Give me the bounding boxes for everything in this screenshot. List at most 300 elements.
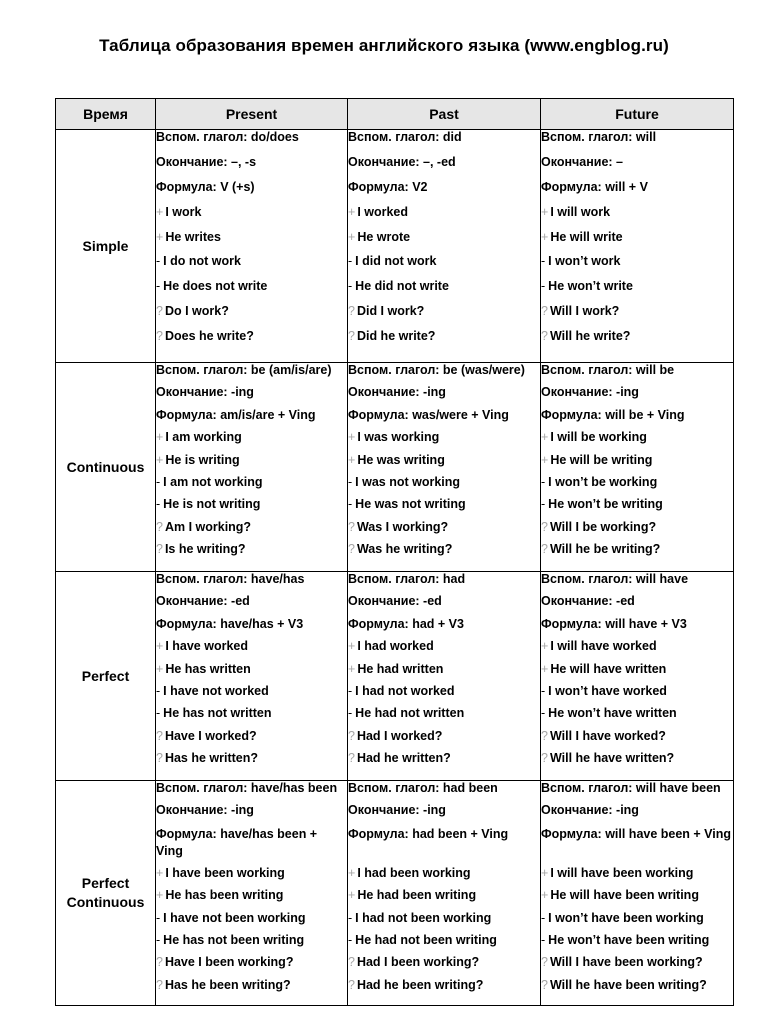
affirmative-text: I will be working [550,430,647,445]
auxiliary-verb-value: had been [442,781,498,795]
formula-line [541,617,733,639]
header-future: Future [541,99,734,130]
interrogative-marker: ? [348,955,355,970]
interrogative-text: Have I been working? [164,955,294,970]
interrogative-marker: ? [541,519,548,534]
affirmative-text: He will write [550,229,623,244]
interrogative-example [348,520,540,542]
ending-value: -ing [616,803,639,818]
auxiliary-verb-line [541,572,733,594]
negative-example [156,684,347,706]
affirmative-text: I am working [165,430,242,445]
negative-example [156,475,347,497]
ending-line [348,155,540,180]
cell-present [156,130,348,363]
cell-present [156,572,348,781]
affirmative-marker: + [156,229,164,244]
interrogative-example [156,955,347,977]
negative-marker: - [156,254,161,269]
ending-label: Окончание: [156,803,232,818]
affirmative-text: I had been working [357,865,471,880]
affirmative-example [541,639,733,661]
ending-label: Окончание: [348,594,424,609]
negative-text: He was not writing [355,497,466,512]
tense-name [56,781,156,1006]
ending-value: -ed [423,594,442,609]
interrogative-example [541,751,733,773]
cell-past [348,130,541,363]
formula-value: will + V [605,179,648,194]
negative-example [348,911,540,933]
interrogative-text: Is he writing? [164,542,246,557]
cell-past [348,781,541,1006]
negative-marker: - [348,497,353,512]
formula-line [156,826,347,866]
affirmative-marker: + [541,661,549,676]
negative-example [156,706,347,728]
interrogative-text: Will he be writing? [549,542,661,557]
interrogative-example [348,304,540,329]
negative-example [348,475,540,497]
negative-example [156,497,347,519]
affirmative-text: I will have worked [550,639,657,654]
auxiliary-verb-line [541,781,733,803]
cell-future [541,130,734,363]
interrogative-example [541,955,733,977]
negative-example [156,933,347,955]
negative-marker: - [156,932,161,947]
auxiliary-verb-label: Вспом. глагол: [541,572,636,586]
formula-label: Формула: [348,616,413,631]
affirmative-example [541,888,733,910]
negative-text: He had not been writing [355,932,497,947]
interrogative-text: Am I working? [164,519,252,534]
negative-marker: - [541,279,546,294]
negative-text: He won’t be writing [548,497,663,512]
tense-row [56,781,734,1006]
affirmative-example [156,230,347,255]
negative-text: I won’t be working [548,474,658,489]
interrogative-marker: ? [348,519,355,534]
formula-label: Формула: [348,407,413,422]
interrogative-text: Did I work? [356,304,425,319]
ending-line [156,385,347,407]
affirmative-text: He writes [165,229,221,244]
interrogative-marker: ? [156,955,163,970]
affirmative-marker: + [348,204,356,219]
interrogative-example [541,520,733,542]
affirmative-marker: + [541,639,549,654]
affirmative-text: He has been writing [165,888,284,903]
interrogative-marker: ? [541,977,548,992]
negative-example [541,475,733,497]
ending-label: Окончание: [541,803,617,818]
cell-past [348,572,541,781]
interrogative-marker: ? [348,728,355,743]
affirmative-example [348,453,540,475]
negative-marker: - [348,474,353,489]
ending-label: Окончание: [541,385,617,400]
ending-line [348,385,540,407]
negative-example [541,706,733,728]
negative-text: He won’t have been writing [548,932,710,947]
interrogative-example [156,329,347,354]
negative-marker: - [348,683,353,698]
ending-line [541,803,733,825]
formula-label: Формула: [541,826,606,841]
affirmative-marker: + [541,888,549,903]
cell-future [541,363,734,572]
interrogative-marker: ? [156,329,163,344]
tense-name-line: Perfect [81,875,130,891]
ending-label: Окончание: [156,385,232,400]
formula-value: had been + Ving [412,826,509,841]
formula-line [348,408,540,430]
formula-value: V2 [412,179,428,194]
affirmative-marker: + [156,865,164,880]
negative-example [541,911,733,933]
interrogative-text: Will I be working? [549,519,657,534]
interrogative-text: Do I work? [164,304,229,319]
formula-line [348,617,540,639]
interrogative-text: Will he write? [549,329,631,344]
auxiliary-verb-label: Вспом. глагол: [156,572,251,586]
auxiliary-verb-value: have/has [250,572,305,586]
affirmative-example [541,453,733,475]
ending-line [541,594,733,616]
cell-future [541,572,734,781]
affirmative-text: I have worked [165,639,248,654]
tense-row [56,130,734,363]
auxiliary-verb-line [156,781,347,803]
interrogative-marker: ? [156,542,163,557]
formula-line [541,180,733,205]
affirmative-marker: + [541,865,549,880]
affirmative-text: He will have written [550,661,667,676]
interrogative-example [541,542,733,564]
header-past: Past [348,99,541,130]
affirmative-marker: + [156,661,164,676]
negative-example [541,254,733,279]
negative-example [348,684,540,706]
negative-text: I was not working [355,474,461,489]
ending-value: –, -s [231,154,257,169]
interrogative-marker: ? [156,304,163,319]
negative-text: He did not write [355,279,449,294]
affirmative-marker: + [156,204,164,219]
auxiliary-verb-value: did [442,130,462,144]
negative-marker: - [156,279,161,294]
interrogative-text: Had he written? [356,751,451,766]
affirmative-marker: + [541,204,549,219]
negative-marker: - [348,932,353,947]
affirmative-marker: + [541,229,549,244]
interrogative-marker: ? [156,751,163,766]
interrogative-example [348,329,540,354]
negative-marker: - [541,910,546,925]
tense-row [56,363,734,572]
ending-value: -ing [423,385,446,400]
affirmative-example [541,430,733,452]
ending-value: -ing [231,385,254,400]
ending-value: -ed [231,594,250,609]
auxiliary-verb-label: Вспом. глагол: [156,363,251,377]
cell-present [156,363,348,572]
formula-value: had + V3 [412,616,464,631]
formula-label: Формула: [348,826,413,841]
auxiliary-verb-line [348,363,540,385]
interrogative-marker: ? [348,751,355,766]
auxiliary-verb-line [348,572,540,594]
negative-text: I won’t have worked [548,683,667,698]
interrogative-marker: ? [348,542,355,557]
cell-present [156,781,348,1006]
negative-marker: - [156,706,161,721]
negative-example [541,279,733,304]
formula-label: Формула: [541,179,606,194]
negative-example [541,684,733,706]
interrogative-marker: ? [156,519,163,534]
formula-value: V (+s) [220,179,255,194]
auxiliary-verb-line [156,130,347,155]
auxiliary-verb-label: Вспом. глагол: [348,781,443,795]
interrogative-marker: ? [156,728,163,743]
ending-line [156,155,347,180]
negative-text: He won’t write [548,279,633,294]
formula-value: have/has + V3 [220,616,304,631]
affirmative-marker: + [541,452,549,467]
negative-text: He has not been writing [163,932,305,947]
ending-value: -ing [616,385,639,400]
interrogative-text: Was I working? [356,519,449,534]
tense-name-line: Continuous [66,894,145,910]
negative-marker: - [156,474,161,489]
affirmative-marker: + [348,639,356,654]
ending-label: Окончание: [348,154,424,169]
affirmative-text: He has written [165,661,251,676]
tense-name: Simple [56,130,156,363]
page-title: Таблица образования времен английского языка (www.engblog.ru) [99,36,669,55]
negative-marker: - [541,683,546,698]
auxiliary-verb-value: will [635,130,657,144]
interrogative-example [348,978,540,1000]
affirmative-example [348,662,540,684]
interrogative-text: Will he have been writing? [549,977,707,992]
interrogative-example [348,955,540,977]
interrogative-text: Have I worked? [164,728,257,743]
formula-value: will be + Ving [605,407,685,422]
negative-marker: - [348,254,353,269]
affirmative-example [348,430,540,452]
interrogative-example [541,729,733,751]
negative-example [348,706,540,728]
cell-future [541,781,734,1006]
interrogative-marker: ? [541,751,548,766]
formula-line [541,408,733,430]
auxiliary-verb-line [156,572,347,594]
affirmative-example [156,453,347,475]
interrogative-example [156,729,347,751]
auxiliary-verb-label: Вспом. глагол: [156,130,251,144]
tense-row [56,572,734,781]
affirmative-text: He will have been writing [550,888,699,903]
auxiliary-verb-value: do/does [250,130,299,144]
negative-marker: - [541,932,546,947]
negative-text: I won’t have been working [548,910,704,925]
negative-example [156,911,347,933]
affirmative-example [348,639,540,661]
formula-line [541,826,733,866]
negative-marker: - [348,706,353,721]
affirmative-text: He will be writing [550,452,653,467]
interrogative-text: Had he been writing? [356,977,484,992]
auxiliary-verb-line [156,363,347,385]
negative-example [541,497,733,519]
interrogative-example [348,729,540,751]
ending-value: -ing [423,803,446,818]
negative-text: He had not written [355,706,465,721]
tense-name: Continuous [56,363,156,572]
affirmative-example [156,888,347,910]
interrogative-text: Had I worked? [356,728,443,743]
affirmative-marker: + [156,888,164,903]
negative-example [156,279,347,304]
affirmative-example [156,205,347,230]
auxiliary-verb-label: Вспом. глагол: [348,130,443,144]
affirmative-example [156,639,347,661]
auxiliary-verb-label: Вспом. глагол: [541,130,636,144]
negative-example [348,497,540,519]
auxiliary-verb-value: be (am/is/are) [250,363,332,377]
negative-text: I have not worked [163,683,269,698]
auxiliary-verb-line [348,781,540,803]
affirmative-example [541,662,733,684]
interrogative-example [156,978,347,1000]
tense-name: Perfect [56,572,156,781]
affirmative-text: He was writing [357,452,445,467]
ending-label: Окончание: [156,154,232,169]
negative-marker: - [156,910,161,925]
negative-text: I do not work [163,254,241,269]
interrogative-example [156,520,347,542]
negative-text: I have not been working [163,910,306,925]
interrogative-marker: ? [541,304,548,319]
interrogative-example [156,304,347,329]
auxiliary-verb-line [541,130,733,155]
formula-value: will have been + Ving [605,826,732,841]
formula-label: Формула: [156,407,221,422]
negative-example [348,933,540,955]
negative-example [348,279,540,304]
affirmative-example [156,662,347,684]
interrogative-text: Did he write? [356,329,436,344]
negative-marker: - [156,683,161,698]
interrogative-text: Has he been writing? [164,977,291,992]
interrogative-example [156,751,347,773]
negative-text: I am not working [163,474,263,489]
formula-line [156,408,347,430]
affirmative-marker: + [348,229,356,244]
negative-marker: - [541,474,546,489]
formula-line [156,180,347,205]
formula-value: will have + V3 [605,616,687,631]
auxiliary-verb-value: had [442,572,466,586]
interrogative-marker: ? [348,977,355,992]
affirmative-text: He wrote [357,229,411,244]
affirmative-example [348,866,540,888]
affirmative-text: I will work [550,204,611,219]
negative-marker: - [156,497,161,512]
auxiliary-verb-label: Вспом. глагол: [541,363,636,377]
interrogative-marker: ? [541,728,548,743]
interrogative-example [348,542,540,564]
interrogative-example [541,304,733,329]
affirmative-text: I worked [357,204,409,219]
affirmative-marker: + [156,452,164,467]
interrogative-example [541,329,733,354]
interrogative-text: Will I have worked? [549,728,666,743]
ending-label: Окончание: [348,803,424,818]
formula-value: have/has been + Ving [156,826,318,858]
negative-marker: - [541,254,546,269]
interrogative-text: Was he writing? [356,542,453,557]
interrogative-text: Has he written? [164,751,259,766]
formula-line [348,180,540,205]
affirmative-example [348,230,540,255]
ending-line [541,155,733,180]
formula-label: Формула: [156,179,221,194]
formula-label: Формула: [156,826,221,841]
interrogative-marker: ? [541,542,548,557]
interrogative-example [156,542,347,564]
negative-text: I won’t work [548,254,621,269]
affirmative-marker: + [348,888,356,903]
affirmative-marker: + [156,639,164,654]
affirmative-marker: + [541,430,549,445]
header-time: Время [56,99,156,130]
affirmative-example [156,866,347,888]
negative-text: He has not written [163,706,272,721]
affirmative-example [541,230,733,255]
interrogative-marker: ? [541,329,548,344]
header-present: Present [156,99,348,130]
formula-line [348,826,540,866]
affirmative-example [156,430,347,452]
affirmative-text: He had written [357,661,444,676]
affirmative-marker: + [348,430,356,445]
formula-label: Формула: [348,179,413,194]
ending-value: -ed [616,594,635,609]
negative-text: He is not writing [163,497,261,512]
affirmative-marker: + [156,430,164,445]
auxiliary-verb-value: have/has been [250,781,338,795]
interrogative-text: Had I been working? [356,955,480,970]
affirmative-text: I had worked [357,639,434,654]
affirmative-example [541,866,733,888]
affirmative-text: I will have been working [550,865,694,880]
ending-line [156,594,347,616]
affirmative-text: I was working [357,430,440,445]
affirmative-text: I have been working [165,865,285,880]
interrogative-marker: ? [541,955,548,970]
negative-text: He does not write [163,279,268,294]
ending-label: Окончание: [541,594,617,609]
formula-line [156,617,347,639]
ending-line [541,385,733,407]
negative-marker: - [541,497,546,512]
ending-line [156,803,347,825]
interrogative-marker: ? [348,304,355,319]
